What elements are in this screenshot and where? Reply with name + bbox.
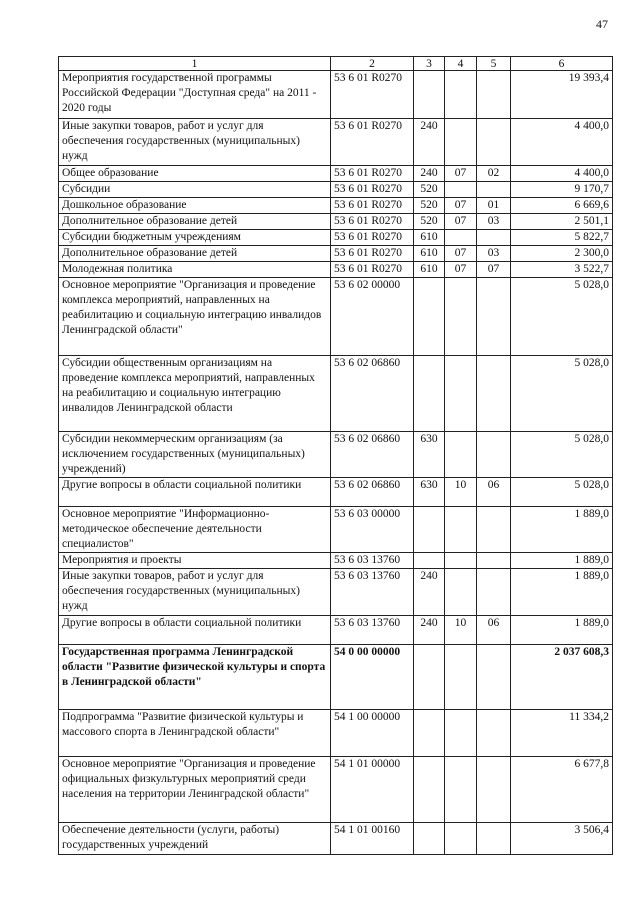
row-pr: 02 <box>477 166 511 182</box>
column-header: 2 <box>331 57 414 71</box>
row-code: 53 6 01 R0270 <box>331 71 414 119</box>
row-name: Иные закупки товаров, работ и услуг для обеспечения государственных (муниципальных) нужд <box>59 119 331 166</box>
row-rz <box>445 553 477 569</box>
row-code: 54 1 01 00160 <box>331 823 414 855</box>
row-rz: 07 <box>445 262 477 278</box>
header-row <box>59 57 613 71</box>
row-rz <box>445 710 477 757</box>
row-name: Субсидии бюджетным учреждениям <box>59 230 331 246</box>
row-vr <box>414 823 445 855</box>
row-name: Основное мероприятие "Организация и проведение комплекса мероприятий, направленных на реабилитацию и социальную интеграцию инвалидов Ленинградской области" <box>59 278 331 356</box>
row-code: 53 6 01 R0270 <box>331 198 414 214</box>
row-rz: 07 <box>445 214 477 230</box>
row-rz <box>445 569 477 616</box>
budget-table <box>58 56 613 855</box>
table-row <box>59 278 613 356</box>
row-vr: 610 <box>414 262 445 278</box>
row-name: Молодежная политика <box>59 262 331 278</box>
column-header: 5 <box>477 57 511 71</box>
row-name: Обеспечение деятельности (услуги, работы) государственных учреждений <box>59 823 331 855</box>
row-pr <box>477 356 511 432</box>
row-pr: 01 <box>477 198 511 214</box>
column-header: 3 <box>414 57 445 71</box>
row-code: 53 6 01 R0270 <box>331 182 414 198</box>
row-rz <box>445 645 477 710</box>
row-rz: 07 <box>445 166 477 182</box>
row-amount: 6 669,6 <box>511 198 613 214</box>
row-vr <box>414 757 445 823</box>
row-pr <box>477 71 511 119</box>
row-amount: 5 028,0 <box>511 356 613 432</box>
row-rz: 10 <box>445 478 477 507</box>
row-rz <box>445 71 477 119</box>
row-pr <box>477 230 511 246</box>
row-code: 53 6 03 13760 <box>331 553 414 569</box>
row-vr: 240 <box>414 569 445 616</box>
row-pr: 03 <box>477 246 511 262</box>
row-code: 53 6 01 R0270 <box>331 214 414 230</box>
row-rz <box>445 823 477 855</box>
row-code: 53 6 02 06860 <box>331 478 414 507</box>
table-row <box>59 214 613 230</box>
row-name: Государственная программа Ленинградской области "Развитие физической культуры и спорта в Ленинградской области" <box>59 645 331 710</box>
row-code: 54 1 00 00000 <box>331 710 414 757</box>
row-rz <box>445 119 477 166</box>
column-header: 6 <box>511 57 613 71</box>
row-pr <box>477 823 511 855</box>
row-pr: 03 <box>477 214 511 230</box>
row-name: Мероприятия государственной программы Российской Федерации "Доступная среда" на 2011 - 2020 годы <box>59 71 331 119</box>
row-code: 53 6 02 00000 <box>331 278 414 356</box>
table-row <box>59 553 613 569</box>
row-code: 53 6 02 06860 <box>331 356 414 432</box>
row-rz <box>445 182 477 198</box>
table-row <box>59 230 613 246</box>
row-vr: 520 <box>414 182 445 198</box>
table-row <box>59 356 613 432</box>
row-rz: 10 <box>445 616 477 645</box>
row-rz <box>445 230 477 246</box>
row-name: Субсидии <box>59 182 331 198</box>
row-name: Дошкольное образование <box>59 198 331 214</box>
row-vr: 520 <box>414 214 445 230</box>
row-amount: 4 400,0 <box>511 166 613 182</box>
row-vr: 630 <box>414 432 445 478</box>
row-amount: 1 889,0 <box>511 553 613 569</box>
table-row <box>59 616 613 645</box>
row-vr: 240 <box>414 119 445 166</box>
row-name: Мероприятия и проекты <box>59 553 331 569</box>
table-row <box>59 119 613 166</box>
row-amount: 2 037 608,3 <box>511 645 613 710</box>
table-row <box>59 645 613 710</box>
row-rz: 07 <box>445 246 477 262</box>
row-code: 53 6 01 R0270 <box>331 230 414 246</box>
row-name: Основное мероприятие "Организация и проведение официальных физкультурных мероприятий среди населения на территории Ленинградской области" <box>59 757 331 823</box>
row-pr: 07 <box>477 262 511 278</box>
row-pr <box>477 119 511 166</box>
row-amount: 4 400,0 <box>511 119 613 166</box>
row-name: Субсидии общественным организациям на проведение комплекса мероприятий, направленных на реабилитацию и социальную интеграцию инвалидов Ленинградской области <box>59 356 331 432</box>
row-vr: 610 <box>414 230 445 246</box>
table-row <box>59 507 613 553</box>
row-code: 53 6 01 R0270 <box>331 246 414 262</box>
row-amount: 3 522,7 <box>511 262 613 278</box>
table-row <box>59 71 613 119</box>
table-row <box>59 569 613 616</box>
table-row <box>59 166 613 182</box>
row-amount: 2 501,1 <box>511 214 613 230</box>
row-code: 53 6 03 13760 <box>331 569 414 616</box>
row-amount: 5 028,0 <box>511 278 613 356</box>
row-pr <box>477 569 511 616</box>
row-pr <box>477 432 511 478</box>
table-row <box>59 710 613 757</box>
row-amount: 11 334,2 <box>511 710 613 757</box>
table-row <box>59 246 613 262</box>
row-rz <box>445 432 477 478</box>
row-vr <box>414 356 445 432</box>
row-name: Основное мероприятие "Информационно-методическое обеспечение деятельности специалистов" <box>59 507 331 553</box>
row-pr <box>477 182 511 198</box>
column-header: 1 <box>59 57 331 71</box>
table-row <box>59 823 613 855</box>
row-pr <box>477 278 511 356</box>
row-vr: 240 <box>414 166 445 182</box>
row-amount: 19 393,4 <box>511 71 613 119</box>
row-amount: 1 889,0 <box>511 616 613 645</box>
row-vr: 520 <box>414 198 445 214</box>
row-name: Другие вопросы в области социальной политики <box>59 616 331 645</box>
row-amount: 3 506,4 <box>511 823 613 855</box>
column-header: 4 <box>445 57 477 71</box>
table-row <box>59 757 613 823</box>
row-rz: 07 <box>445 198 477 214</box>
row-rz <box>445 507 477 553</box>
row-name: Субсидии некоммерческим организациям (за исключением государственных (муниципальных) учреждений) <box>59 432 331 478</box>
row-vr <box>414 507 445 553</box>
row-rz <box>445 356 477 432</box>
row-code: 53 6 02 06860 <box>331 432 414 478</box>
row-name: Другие вопросы в области социальной политики <box>59 478 331 507</box>
row-amount: 2 300,0 <box>511 246 613 262</box>
row-code: 53 6 03 00000 <box>331 507 414 553</box>
table-row <box>59 432 613 478</box>
row-name: Общее образование <box>59 166 331 182</box>
row-pr <box>477 553 511 569</box>
row-rz <box>445 278 477 356</box>
row-pr <box>477 507 511 553</box>
row-vr: 240 <box>414 616 445 645</box>
row-vr <box>414 71 445 119</box>
row-name: Дополнительное образование детей <box>59 214 331 230</box>
table-row <box>59 262 613 278</box>
row-pr <box>477 757 511 823</box>
row-code: 54 0 00 00000 <box>331 645 414 710</box>
row-amount: 9 170,7 <box>511 182 613 198</box>
row-name: Иные закупки товаров, работ и услуг для обеспечения государственных (муниципальных) нужд <box>59 569 331 616</box>
row-amount: 1 889,0 <box>511 507 613 553</box>
row-vr <box>414 278 445 356</box>
row-amount: 5 028,0 <box>511 432 613 478</box>
row-amount: 5 822,7 <box>511 230 613 246</box>
row-name: Подпрограмма "Развитие физической культуры и массового спорта в Ленинградской области" <box>59 710 331 757</box>
row-code: 54 1 01 00000 <box>331 757 414 823</box>
row-pr: 06 <box>477 616 511 645</box>
row-code: 53 6 01 R0270 <box>331 262 414 278</box>
page-number: 47 <box>596 17 608 31</box>
table-row <box>59 478 613 507</box>
row-rz <box>445 757 477 823</box>
row-amount: 1 889,0 <box>511 569 613 616</box>
row-code: 53 6 01 R0270 <box>331 119 414 166</box>
row-vr: 610 <box>414 246 445 262</box>
row-pr <box>477 645 511 710</box>
table-row <box>59 198 613 214</box>
row-amount: 5 028,0 <box>511 478 613 507</box>
row-name: Дополнительное образование детей <box>59 246 331 262</box>
table-row <box>59 182 613 198</box>
row-code: 53 6 03 13760 <box>331 616 414 645</box>
row-amount: 6 677,8 <box>511 757 613 823</box>
row-vr <box>414 553 445 569</box>
row-vr: 630 <box>414 478 445 507</box>
row-pr: 06 <box>477 478 511 507</box>
row-vr <box>414 710 445 757</box>
row-pr <box>477 710 511 757</box>
row-code: 53 6 01 R0270 <box>331 166 414 182</box>
row-vr <box>414 645 445 710</box>
